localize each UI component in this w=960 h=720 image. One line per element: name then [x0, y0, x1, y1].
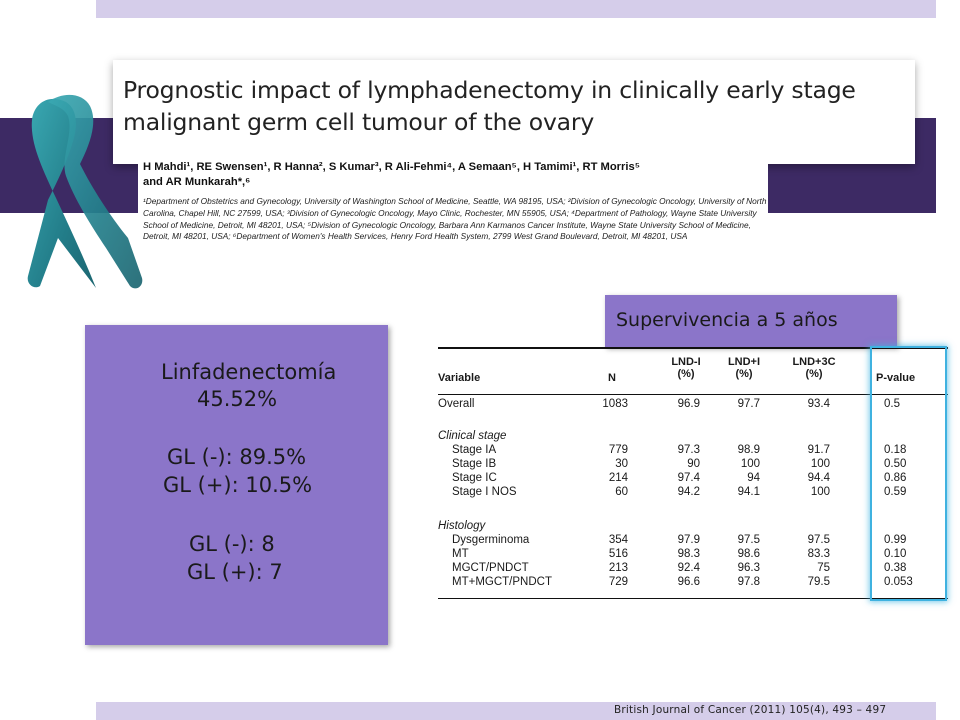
survival-label: Supervivencia a 5 años [616, 309, 838, 331]
cell-pvalue: 0.5 [884, 398, 900, 410]
authors-line-2: and AR Munkarah*,⁶ [143, 176, 251, 188]
paper-title-box [113, 60, 915, 164]
lymphadenectomy-panel [85, 325, 388, 645]
row-label: Dysgerminoma [452, 534, 530, 546]
header-variable: Variable [438, 372, 481, 384]
cell-n: 60 [615, 486, 628, 498]
cell-n: 213 [608, 562, 628, 574]
cell-pvalue: 0.86 [884, 472, 907, 484]
cell-n: 779 [608, 444, 628, 456]
cell-c: 83.3 [807, 548, 830, 560]
cell-a: 97.9 [677, 534, 700, 546]
cell-b: 94 [747, 472, 760, 484]
row-label: Stage IB [452, 458, 497, 470]
section-clinical-stage: Clinical stage [438, 430, 507, 442]
top-decor-bar [96, 0, 936, 18]
cell-n: 729 [608, 576, 628, 588]
cell-a: 94.2 [677, 486, 700, 498]
gl-positive-percent: GL (+): 10.5% [163, 473, 313, 497]
cell-b: 98.6 [737, 548, 760, 560]
cell-a: 96.6 [677, 576, 700, 588]
cell-pvalue: 0.99 [884, 534, 907, 546]
paper-authors [143, 160, 773, 190]
lymphadenectomy-percentage: 45.52% [197, 387, 278, 411]
gl-negative-count: GL (-): 8 [189, 532, 275, 556]
section-histology: Histology [438, 520, 486, 532]
cell-pvalue: 0.053 [884, 576, 913, 588]
row-label: MT [452, 548, 469, 560]
paper-affiliations: ¹Department of Obstetrics and Gynecology, University of Washington School of Medicine, Seattle, WA 98195, USA; ²Division of Gynecologic Oncology, University of North Carolina, Chapel Hill, NC 27599, USA; ³Division of Gynecologic Oncology, Mayo Clinic, Rochester, MN 55905, USA; ⁴Department of Pathology, Wayne State University School of Medicine, Detroit, MI 48201, USA; ⁵Division of Gynecologic Oncology, Barbara Ann Karmanos Cancer Institute, Wayne State University School of Medicine, Detroit, MI 48201, USA; ⁶Department of Women's Health Services, Henry Ford Health System, 2799 West Grand Boulevard, Detroit, MI 48201, USA [143, 196, 767, 242]
cell-c: 93.4 [807, 398, 830, 410]
header-lnd-minus: LND-I (%) [671, 356, 701, 380]
cell-a: 96.9 [677, 398, 700, 410]
cell-c: 79.5 [807, 576, 830, 588]
cell-c: 91.7 [807, 444, 830, 456]
citation: British Journal of Cancer (2011) 105(4), 493 – 497 [614, 704, 887, 716]
cell-b: 100 [740, 458, 760, 470]
survival-label-box [605, 295, 897, 347]
lymphadenectomy-heading: Linfadenectomía [161, 360, 337, 384]
row-label: Stage IC [452, 472, 497, 484]
pvalue-highlight-box [870, 346, 947, 601]
cell-pvalue: 0.50 [884, 458, 907, 470]
paper-title: Prognostic impact of lymphadenectomy in clinically early stage malignant germ cell tumour of the ovary [123, 76, 856, 136]
gl-positive-count: GL (+): 7 [187, 560, 283, 584]
authors-line-1: H Mahdi¹, RE Swensen¹, R Hanna², S Kumar³, R Ali-Fehmi⁴, A Semaan⁵, H Tamimi¹, RT Morris⁵ [143, 161, 640, 173]
cell-c: 100 [810, 486, 830, 498]
cell-b: 96.3 [737, 562, 760, 574]
cell-pvalue: 0.10 [884, 548, 907, 560]
header-lnd-plus: LND+I (%) [727, 356, 761, 380]
cell-a: 97.3 [677, 444, 700, 456]
cell-a: 98.3 [677, 548, 700, 560]
cell-n: 516 [608, 548, 628, 560]
row-label: MGCT/PNDCT [452, 562, 529, 574]
row-label: Stage IA [452, 444, 497, 456]
row-label: MT+MGCT/PNDCT [452, 576, 552, 588]
cell-a: 90 [687, 458, 700, 470]
cell-c: 97.5 [807, 534, 830, 546]
header-n: N [608, 372, 616, 384]
cell-b: 97.7 [737, 398, 760, 410]
cell-c: 94.4 [807, 472, 830, 484]
cell-pvalue: 0.38 [884, 562, 907, 574]
cell-c: 75 [817, 562, 830, 574]
row-label: Stage I NOS [452, 486, 517, 498]
cell-a: 92.4 [677, 562, 700, 574]
cell-b: 94.1 [737, 486, 760, 498]
cell-b: 97.5 [737, 534, 760, 546]
cell-n: 214 [608, 472, 628, 484]
cell-b: 97.8 [737, 576, 760, 588]
gl-negative-percent: GL (-): 89.5% [167, 445, 307, 469]
cell-n: 354 [608, 534, 628, 546]
row-label: Overall [438, 398, 475, 410]
header-lnd-3c: LND+3C (%) [792, 356, 836, 380]
cell-n: 1083 [602, 398, 628, 410]
header-pvalue: P-value [876, 372, 916, 384]
cell-a: 97.4 [677, 472, 700, 484]
cell-n: 30 [615, 458, 628, 470]
cell-pvalue: 0.18 [884, 444, 907, 456]
cell-c: 100 [810, 458, 830, 470]
cell-b: 98.9 [737, 444, 760, 456]
cell-pvalue: 0.59 [884, 486, 907, 498]
